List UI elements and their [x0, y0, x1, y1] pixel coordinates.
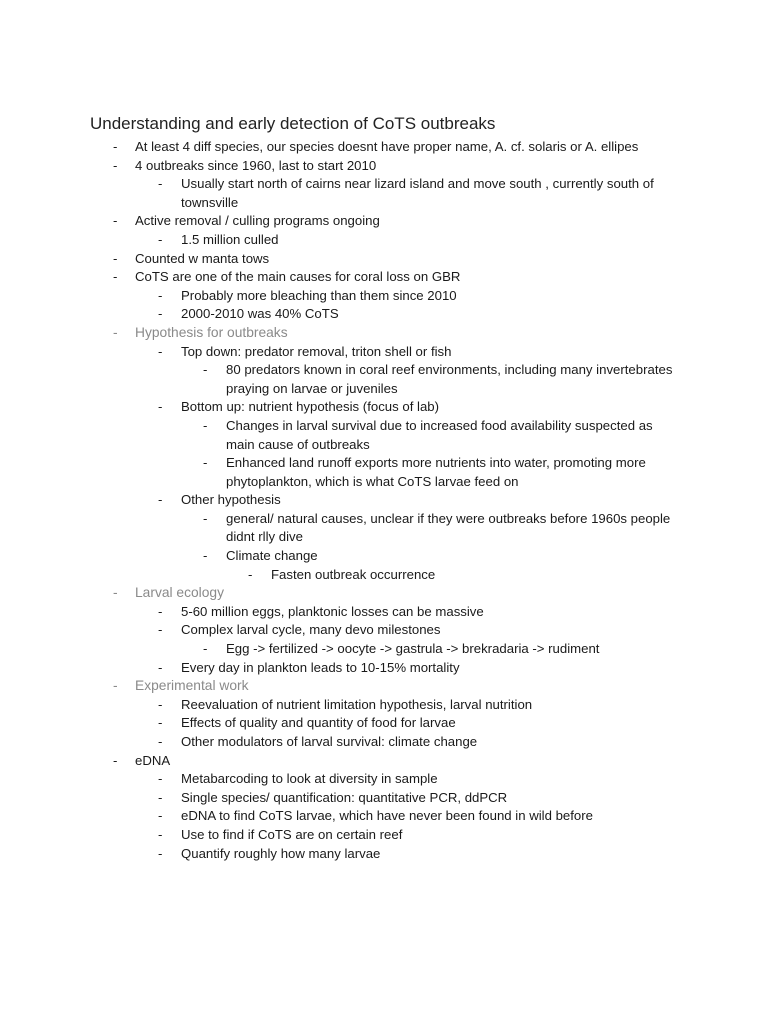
page-title: Understanding and early detection of CoTS outbreaks [90, 114, 496, 133]
bullet-dash: - [158, 492, 163, 508]
list-item-text: Egg -> fertilized -> oocyte -> gastrula -> brekradaria -> rudiment [226, 641, 600, 657]
bullet-dash: - [203, 548, 208, 564]
list-item-text: Climate change [226, 548, 318, 564]
list-item [0, 491, 768, 510]
list-item [0, 807, 768, 826]
bullet-dash: - [158, 603, 163, 619]
list-item [0, 212, 768, 231]
list-item-text: Reevaluation of nutrient limitation hypothesis, larval nutrition [181, 696, 533, 712]
list-item [0, 621, 768, 640]
bullet-dash: - [203, 362, 208, 378]
list-item-text: Every day in plankton leads to 10-15% mortality [181, 659, 460, 675]
list-item [0, 231, 768, 250]
list-item [0, 398, 768, 417]
list-item [0, 826, 768, 845]
bullet-dash: - [158, 715, 163, 731]
list-item-text: Enhanced land runoff exports more nutrients into water, promoting more phytoplankton, which is what CoTS larvae feed on [226, 455, 650, 489]
list-item [0, 138, 768, 157]
list-item [0, 659, 768, 678]
list-item-text: Probably more bleaching than them since 2010 [181, 287, 457, 303]
bullet-dash: - [203, 455, 208, 471]
list-item [0, 417, 768, 454]
list-item [0, 789, 768, 808]
notes-list [0, 138, 768, 863]
bullet-dash: - [113, 324, 118, 340]
list-item-text: general/ natural causes, unclear if they were outbreaks before 1960s people didnt rlly dive [226, 510, 674, 545]
list-item [0, 454, 768, 491]
section-heading-item [0, 677, 768, 696]
list-item [0, 696, 768, 715]
list-item-text: Other hypothesis [181, 492, 281, 508]
bullet-dash: - [158, 306, 163, 322]
list-item-text: Larval ecology [135, 585, 224, 601]
bullet-dash: - [158, 287, 163, 303]
list-item-text: 4 outbreaks since 1960, last to start 2010 [135, 157, 377, 173]
section-heading-item [0, 324, 768, 343]
list-item-text: Fasten outbreak occurrence [271, 566, 436, 582]
section-heading-item [0, 584, 768, 603]
bullet-dash: - [113, 157, 118, 173]
bullet-dash: - [158, 343, 163, 359]
bullet-dash: - [113, 678, 118, 694]
bullet-dash: - [158, 176, 163, 192]
bullet-dash: - [203, 641, 208, 657]
list-item [0, 175, 768, 212]
list-item-text: Other modulators of larval survival: climate change [181, 734, 478, 749]
list-item-text: Counted w manta tows [135, 250, 270, 266]
list-item-text: 80 predators known in coral reef environments, including many invertebrates praying on larvae or juveniles [226, 362, 677, 396]
bullet-dash: - [158, 622, 163, 638]
list-item-text: Active removal / culling programs ongoing [135, 213, 380, 229]
list-item [0, 770, 768, 789]
bullet-dash: - [248, 566, 253, 582]
list-item-text: eDNA to find CoTS larvae, which have never been found in wild before [181, 808, 593, 824]
list-item-text: Hypothesis for outbreaks [135, 324, 288, 340]
bullet-dash: - [158, 789, 163, 805]
list-item [0, 343, 768, 362]
list-item-text: Single species/ quantification: quantitative PCR, ddPCR [181, 789, 508, 805]
bullet-dash: - [203, 510, 208, 526]
list-item-text: Use to find if CoTS are on certain reef [181, 826, 403, 842]
bullet-dash: - [158, 734, 163, 749]
bullet-dash: - [158, 826, 163, 842]
list-item [0, 640, 768, 659]
bullet-dash: - [158, 845, 163, 861]
list-item-text: Effects of quality and quantity of food for larvae [181, 715, 456, 731]
list-item [0, 547, 768, 566]
list-item-text: Top down: predator removal, triton shell or fish [181, 343, 452, 359]
bullet-dash: - [158, 231, 163, 247]
list-item-text: Experimental work [135, 678, 249, 694]
list-item [0, 510, 768, 547]
list-item-text: Usually start north of cairns near lizard island and move south , currently south of townsville [181, 176, 658, 210]
list-item [0, 305, 768, 324]
list-item [0, 250, 768, 269]
list-item [0, 361, 768, 398]
bullet-dash: - [158, 399, 163, 415]
list-item [0, 714, 768, 733]
list-item [0, 752, 768, 771]
list-item [0, 733, 768, 752]
bullet-dash: - [113, 213, 118, 229]
list-item-text: eDNA [135, 752, 171, 768]
list-item-text: Complex larval cycle, many devo milestones [181, 622, 441, 638]
bullet-dash: - [113, 585, 118, 601]
bullet-dash: - [113, 752, 118, 768]
bullet-dash: - [113, 250, 118, 266]
bullet-dash: - [158, 659, 163, 675]
list-item-text: Quantify roughly how many larvae [181, 845, 381, 861]
list-item-text: 2000-2010 was 40% CoTS [181, 306, 339, 322]
list-item-text: CoTS are one of the main causes for coral loss on GBR [135, 269, 461, 285]
list-item-text: Changes in larval survival due to increased food availability suspected as main cause of outbreaks [226, 417, 657, 452]
list-item [0, 603, 768, 622]
bullet-dash: - [158, 808, 163, 824]
list-item [0, 287, 768, 306]
list-item-text: Bottom up: nutrient hypothesis (focus of lab) [181, 399, 440, 415]
bullet-dash: - [158, 696, 163, 712]
list-item-text: Metabarcoding to look at diversity in sample [181, 771, 438, 787]
list-item-text: 5-60 million eggs, planktonic losses can be massive [181, 603, 484, 619]
bullet-dash: - [203, 417, 208, 433]
list-item [0, 268, 768, 287]
list-item-text: At least 4 diff species, our species doesnt have proper name, A. cf. solaris or A. ellipes [135, 139, 639, 154]
bullet-dash: - [113, 139, 118, 154]
bullet-dash: - [113, 269, 118, 285]
list-item [0, 566, 768, 585]
list-item-text: 1.5 million culled [181, 231, 279, 247]
bullet-dash: - [158, 771, 163, 787]
list-item [0, 845, 768, 864]
list-item [0, 157, 768, 176]
